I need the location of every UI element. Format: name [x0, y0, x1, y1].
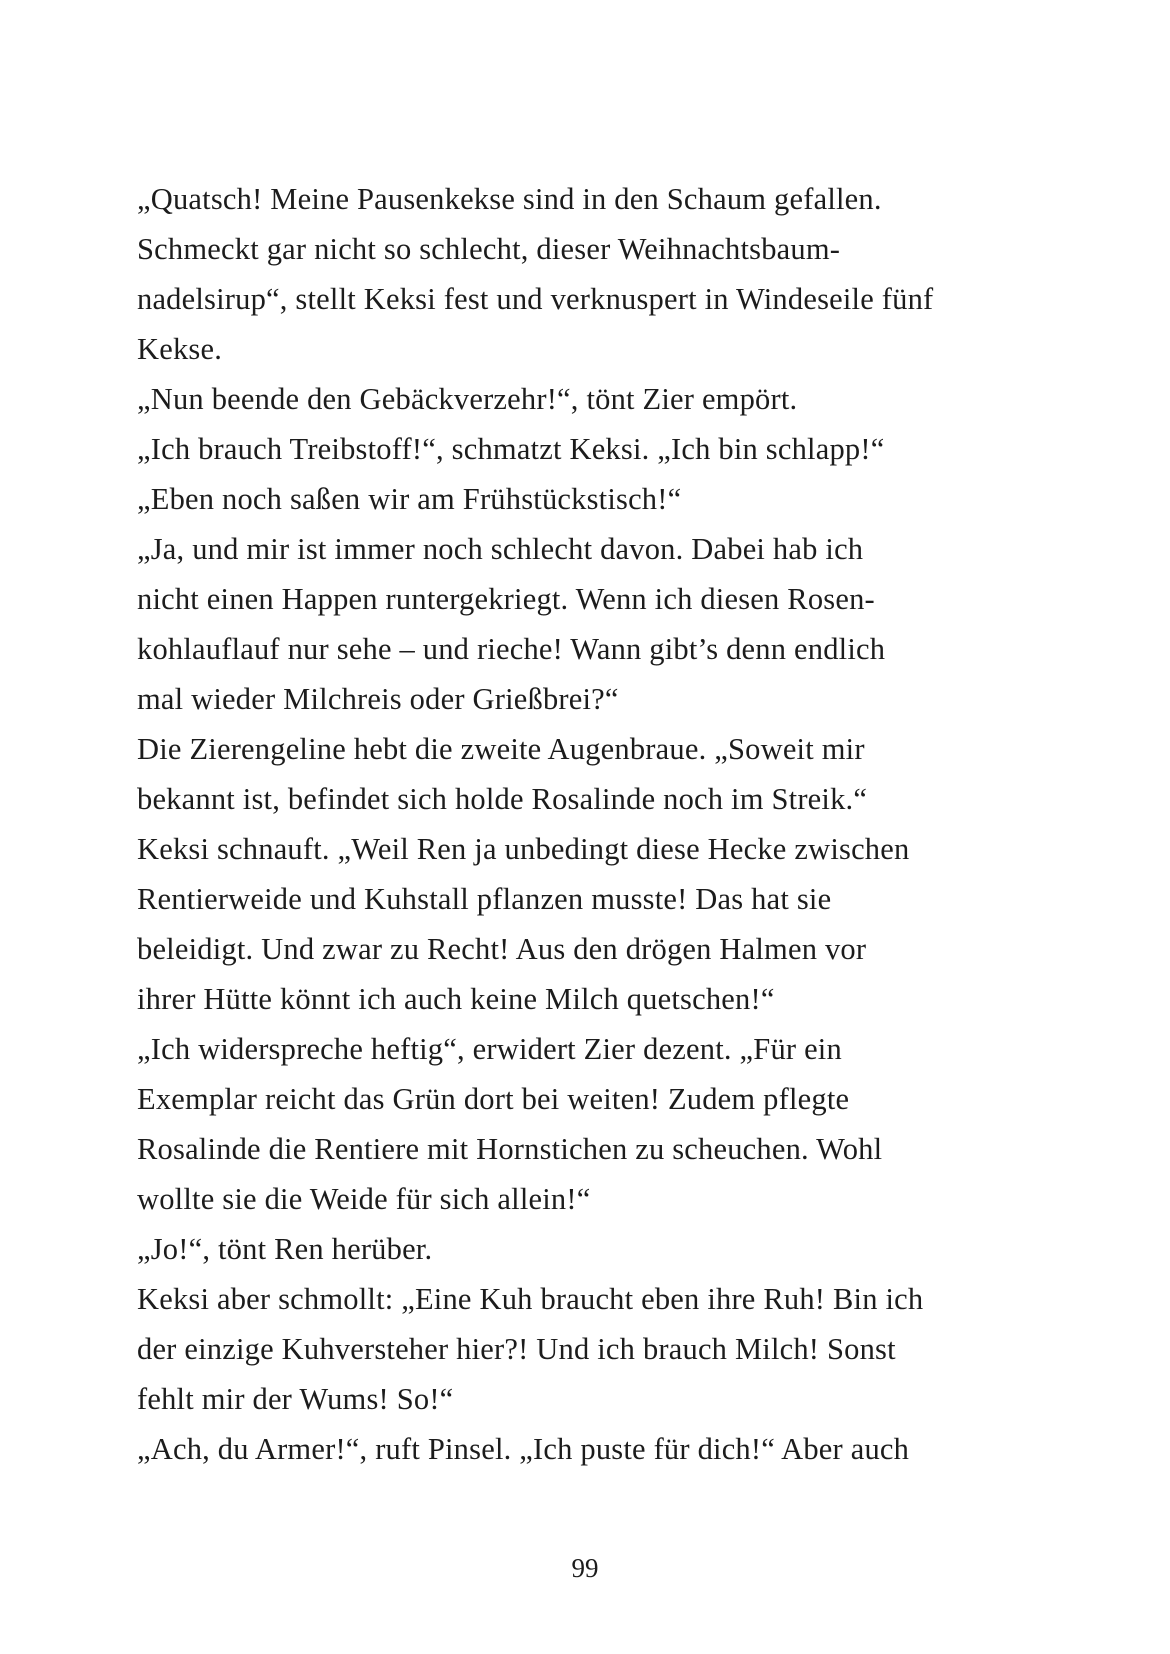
text-line: Kekse.	[137, 332, 223, 366]
text-line: Die Zierengeline hebt die zweite Augenbraue. „Soweit mir	[137, 732, 865, 766]
text-line: nicht einen Happen runtergekriegt. Wenn ich diesen Rosen-	[137, 582, 875, 616]
text-line: Rentierweide und Kuhstall pflanzen musste! Das hat sie	[137, 882, 832, 916]
text-line: Keksi schnauft. „Weil Ren ja unbedingt diese Hecke zwischen	[137, 832, 910, 866]
text-line: „Ach, du Armer!“, ruft Pinsel. „Ich puste für dich!“ Aber auch	[137, 1432, 910, 1466]
text-line: kohlauflauf nur sehe – und rieche! Wann gibt’s denn endlich	[137, 632, 886, 666]
text-line: „Ich widerspreche heftig“, erwidert Zier dezent. „Für ein	[137, 1032, 842, 1066]
text-line: „Ich brauch Treibstoff!“, schmatzt Keksi. „Ich bin schlapp!“	[137, 432, 885, 466]
text-line: bekannt ist, befindet sich holde Rosalinde noch im Streik.“	[137, 782, 868, 816]
text-line: „Eben noch saßen wir am Frühstückstisch!“	[137, 482, 682, 516]
page-text	[137, 174, 1062, 1474]
text-line: beleidigt. Und zwar zu Recht! Aus den drögen Halmen vor	[137, 932, 867, 966]
page-number: 99	[571, 1553, 599, 1583]
text-line: mal wieder Milchreis oder Grießbrei?“	[137, 682, 619, 716]
text-line: „Ja, und mir ist immer noch schlecht davon. Dabei hab ich	[137, 532, 864, 566]
text-line: „Nun beende den Gebäckverzehr!“, tönt Zier empört.	[137, 382, 798, 416]
text-line: „Jo!“, tönt Ren herüber.	[137, 1232, 433, 1266]
text-line: ihrer Hütte könnt ich auch keine Milch quetschen!“	[137, 982, 775, 1016]
text-line: nadelsirup“, stellt Keksi fest und verknuspert in Windeseile fünf	[137, 282, 934, 316]
text-line: fehlt mir der Wums! So!“	[137, 1382, 454, 1416]
text-line: Keksi aber schmollt: „Eine Kuh braucht eben ihre Ruh! Bin ich	[137, 1282, 924, 1316]
text-line: der einzige Kuhversteher hier?! Und ich brauch Milch! Sonst	[137, 1332, 896, 1366]
text-line: „Quatsch! Meine Pausenkekse sind in den Schaum gefallen.	[137, 182, 882, 216]
text-line: Exemplar reicht das Grün dort bei weiten! Zudem pflegte	[137, 1082, 850, 1116]
text-line: Rosalinde die Rentiere mit Hornstichen zu scheuchen. Wohl	[137, 1132, 883, 1166]
text-line: wollte sie die Weide für sich allein!“	[137, 1182, 591, 1216]
text-line: Schmeckt gar nicht so schlecht, dieser Weihnachtsbaum-	[137, 232, 841, 266]
